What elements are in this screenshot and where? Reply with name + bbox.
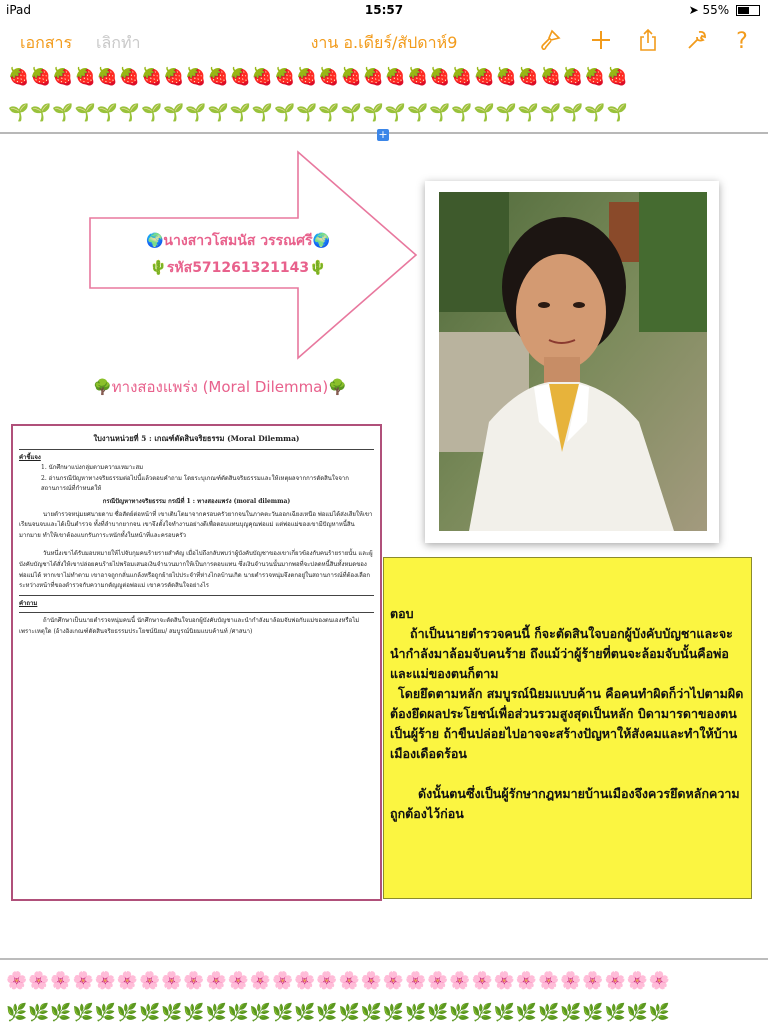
help-icon[interactable]: ? bbox=[736, 29, 748, 54]
answer-paragraph-2: โดยยึดตามหลัก สมบูรณ์นิยมแบบค้าน คือคนทำผิดก็ว่าไปตามผิด ต้องยึดผลประโยชน์เพื่อส่วนรวมสูงสุดเป็นหลัก บิดามารดาของตนเป็นผู้ร้าย ถ้าขืนปล่อยไปอาจจะสร้างปัญหาให้สังคมและทำให้บ้านเมืองเดือดร้อน bbox=[390, 686, 744, 761]
toolbar bbox=[0, 22, 768, 64]
instructions-heading: คำชี้แจง bbox=[19, 453, 41, 461]
worksheet-rule-3 bbox=[19, 612, 374, 613]
status-bar bbox=[0, 0, 768, 22]
answer-heading: ตอบ bbox=[390, 606, 414, 621]
bottom-decorative-border bbox=[0, 958, 768, 1026]
battery-icon bbox=[736, 5, 760, 16]
subject-title: 🌳ทางสองแพร่ง (Moral Dilemma)🌳 bbox=[93, 378, 347, 396]
answer-paragraph-1: ถ้าเป็นนายตำรวจคนนี้ ก็จะตัดสินใจบอกผู้บังคับบัญชาและจะนำกำลังมาล้อมจับคนร้าย ถึงแม้ว่าผู้ร้ายที่ตนจะล้อมจับนั้นคือพ่อและแม่ของตนก็ตาม bbox=[390, 626, 733, 681]
question-text: ถ้านักศึกษาเป็นนายตำรวจหนุ่มคนนี้ นักศึกษาจะตัดสินใจบอกผู้บังคับบัญชาและนำกำลังมาล้อมจับพ่อกับแม่ของตนเองหรือไม่ เพราะเหตุใด (อ้างอิงเกณฑ์ตัดสินจริยธรรมประโยชน์นิยม/ สมบูรณ์นิยมแบบค้านท์ /ศาสนา) bbox=[19, 617, 360, 635]
worksheet-title: ใบงานหน่วยที่ 5 : เกณฑ์ตัดสินจริยธรรม (Moral Dilemma) bbox=[93, 434, 300, 443]
strawberry-row: 🍓🍓🍓🍓🍓🍓🍓🍓🍓🍓🍓🍓🍓🍓🍓🍓🍓🍓🍓🍓🍓🍓🍓🍓🍓🍓🍓🍓 bbox=[8, 67, 629, 87]
documents-button[interactable]: เอกสาร bbox=[20, 33, 73, 52]
student-info bbox=[98, 228, 378, 282]
instruction-2: 2. อ่านกรณีปัญหาทางจริยธรรมต่อไปนี้แล้วตอบคำถาม โดยระบุเกณฑ์ตัดสินจริยธรรมและให้เหตุผลจากการตัดสินใจจากสถานการณ์ที่กำหนดให้ bbox=[41, 474, 349, 493]
location-icon: ➤ bbox=[688, 3, 699, 17]
instruction-1: 1. นักศึกษาแบ่งกลุ่มตามความเหมาะสม bbox=[41, 464, 144, 472]
question-heading: คำถาม bbox=[19, 599, 38, 607]
leaf-row: 🌿🌿🌿🌿🌿🌿🌿🌿🌿🌿🌿🌿🌿🌿🌿🌿🌿🌿🌿🌿🌿🌿🌿🌿🌿🌿🌿🌿🌿🌿 bbox=[6, 1003, 672, 1023]
answer-text bbox=[390, 604, 746, 824]
document-title[interactable]: งาน อ.เดียร์/สัปดาห์9 bbox=[310, 33, 458, 52]
paintbrush-icon[interactable] bbox=[536, 28, 564, 56]
case-heading: กรณีปัญหาทางจริยธรรม กรณีที่ 1 : ทางสองแพร่ง (moral dilemma) bbox=[102, 497, 291, 505]
case-paragraph-2: วันหนึ่งเขาได้รับมอบหมายให้ไปจับกุมคนร้ายรายสำคัญ เมื่อไปถึงกลับพบว่าผู้บังคับบัญชาของเขาเกี่ยวข้องกับคนร้ายรายนั้น และผู้บังคับบัญชาได้สั่งให้เขาปล่อยคนร้ายไปพร้อมเสนอเงินจำนวนมากให้เป็นการตอบแทน ซึ่งเงินจำนวนนั้นมากพอที่จะปลดหนี้สินทั้งหมดของพ่อแม่ได้ หากเขาไม่ทำตาม เขาอาจถูกกลั่นแกล้งหรือถูกย้ายไปประจำที่ห่างไกลบ้านเกิด นายตำรวจหนุ่มจึงตกอยู่ในสถานการณ์ที่ต้องเลือกระหว่างหน้าที่ของตำรวจกับความกตัญญูต่อพ่อแม่ เขาควรตัดสินใจอย่างไร bbox=[19, 550, 373, 590]
flower-row: 🌸🌸🌸🌸🌸🌸🌸🌸🌸🌸🌸🌸🌸🌸🌸🌸🌸🌸🌸🌸🌸🌸🌸🌸🌸🌸🌸🌸🌸🌸 bbox=[6, 971, 672, 991]
portrait-photo[interactable] bbox=[439, 192, 707, 531]
answer-paragraph-3: ดังนั้นตนซึ่งเป็นผู้รักษากฎหมายบ้านเมืองจึงควรยึดหลักความถูกต้องไว้ก่อน bbox=[390, 786, 740, 821]
battery-indicator bbox=[689, 3, 760, 17]
student-id: 🌵รหัส571261321143🌵 bbox=[149, 260, 327, 276]
undo-button[interactable]: เลิกทำ bbox=[96, 33, 141, 52]
student-name: 🌍นางสาวโสมนัส วรรณศรี🌍 bbox=[146, 233, 330, 249]
plus-icon[interactable] bbox=[587, 28, 615, 56]
add-section-button[interactable]: + bbox=[378, 128, 388, 141]
answer-box[interactable] bbox=[383, 557, 752, 899]
clock: 15:57 bbox=[364, 3, 404, 17]
top-decorative-border bbox=[8, 64, 760, 126]
worksheet-rule bbox=[19, 449, 374, 450]
worksheet-rule-2 bbox=[19, 595, 374, 596]
wrench-icon[interactable] bbox=[683, 28, 711, 56]
device-label: iPad bbox=[6, 3, 32, 17]
sprout-row: 🌱🌱🌱🌱🌱🌱🌱🌱🌱🌱🌱🌱🌱🌱🌱🌱🌱🌱🌱🌱🌱🌱🌱🌱🌱🌱🌱🌱 bbox=[8, 103, 629, 123]
share-icon[interactable] bbox=[634, 28, 662, 56]
worksheet-image[interactable] bbox=[11, 424, 382, 901]
case-paragraph-1: นายตำรวจหนุ่มยศนายดาบ ซื่อสัตย์ต่อหน้าที่ เขาเติบโตมาจากครอบครัวยากจนในภาคตะวันออกเฉียงเหนือ พ่อแม่ได้ส่งเสียให้เขาเรียนจนจบและได้เป็นตำรวจ ทั้งที่ลำบากยากจน เขาจึงตั้งใจทำงานอย่างดีเพื่อตอบแทนบุญคุณพ่อแม่ แต่พ่อแม่ของเขามีปัญหาหนี้สินมากมาย ทำให้เขาต้องแบกรับภาระหนักทั้งในหน้าที่และครอบครัว bbox=[19, 510, 373, 539]
photo-frame[interactable] bbox=[425, 181, 719, 543]
battery-percent: 55% bbox=[702, 3, 730, 17]
